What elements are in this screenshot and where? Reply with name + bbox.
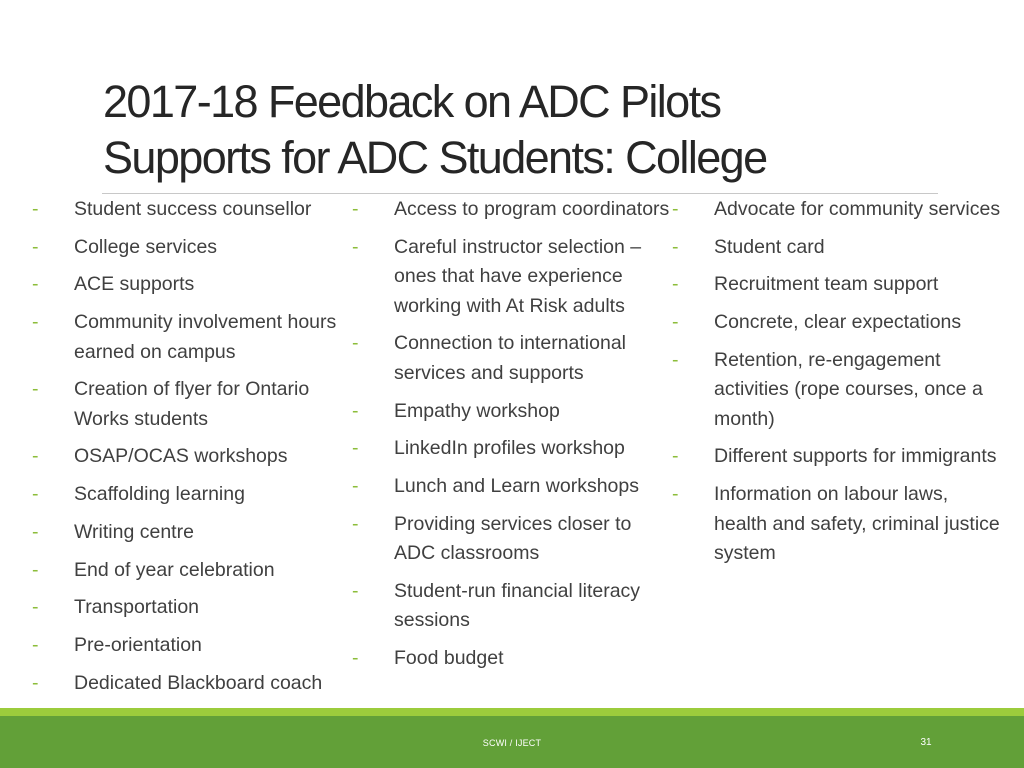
bullet-item bbox=[32, 556, 350, 586]
bullet-text: Connection to international services and supports bbox=[394, 332, 626, 384]
bullet-text: Transportation bbox=[74, 596, 200, 619]
bullet-dash-icon: - bbox=[672, 273, 679, 296]
bullet-item bbox=[352, 472, 670, 502]
bullet-text: Retention, re-engagement activities (rope courses, once a month) bbox=[714, 348, 983, 430]
bullet-item bbox=[32, 270, 350, 300]
bullet-item bbox=[352, 329, 670, 388]
bullet-text: Access to program coordinators bbox=[394, 198, 670, 220]
bullet-item bbox=[672, 308, 1002, 338]
bullet-dash-icon: - bbox=[32, 483, 39, 506]
bullet-text: Student card bbox=[714, 235, 825, 258]
bullet-item bbox=[352, 195, 670, 225]
bullet-item bbox=[352, 644, 670, 674]
bullet-text: Dedicated Blackboard coach bbox=[74, 671, 323, 694]
bullet-text: Providing services closer to ADC classrooms bbox=[394, 512, 632, 565]
bullet-dash-icon: - bbox=[672, 445, 679, 468]
bullet-text: End of year celebration bbox=[74, 558, 275, 581]
bullet-dash-icon: - bbox=[32, 311, 39, 334]
footer-accent-stripe bbox=[0, 708, 1024, 716]
bullet-dash-icon: - bbox=[32, 445, 39, 468]
bullet-text: Scaffolding learning bbox=[74, 483, 245, 506]
page-number: 31 bbox=[920, 737, 932, 748]
bullet-text: Creation of flyer for Ontario Works students bbox=[74, 378, 310, 430]
bullet-item bbox=[352, 577, 670, 636]
bullet-item bbox=[672, 346, 1002, 435]
bullet-item bbox=[352, 434, 670, 464]
bullet-item bbox=[672, 233, 1002, 263]
bullet-dash-icon: - bbox=[352, 474, 359, 497]
bullet-dash-icon: - bbox=[32, 198, 39, 220]
bullet-dash-icon: - bbox=[32, 520, 39, 543]
bullet-text: Lunch and Learn workshops bbox=[394, 474, 639, 497]
title-divider bbox=[102, 193, 938, 194]
bullet-dash-icon: - bbox=[672, 483, 679, 506]
bullet-dash-icon: - bbox=[32, 596, 39, 619]
bullet-text: Writing centre bbox=[74, 520, 194, 543]
bullet-text: Information on labour laws, health and safety, criminal justice system bbox=[714, 483, 1000, 565]
bullet-dash-icon: - bbox=[352, 198, 359, 220]
bullet-text: Recruitment team support bbox=[714, 273, 939, 296]
bullet-dash-icon: - bbox=[32, 558, 39, 581]
bullet-item bbox=[32, 593, 350, 623]
bullet-item bbox=[32, 480, 350, 510]
bullet-dash-icon: - bbox=[352, 235, 359, 258]
bullet-item bbox=[352, 233, 670, 322]
bullet-dash-icon: - bbox=[672, 198, 679, 220]
bullet-dash-icon: - bbox=[672, 235, 679, 258]
bullet-text: Careful instructor selection – ones that have experience working with At Risk adults bbox=[394, 235, 642, 317]
bullet-column-2 bbox=[352, 195, 670, 674]
slide-title bbox=[103, 74, 963, 186]
bullet-dash-icon: - bbox=[32, 273, 39, 296]
title-line-1: 2017-18 Feedback on ADC Pilots bbox=[103, 76, 721, 127]
bullet-text: Empathy workshop bbox=[394, 399, 560, 422]
bullet-text: Student-run financial literacy sessions bbox=[394, 579, 641, 632]
bullet-text: OSAP/OCAS workshops bbox=[74, 445, 288, 468]
bullet-text: Community involvement hours earned on campus bbox=[74, 311, 337, 363]
bullet-text: College services bbox=[74, 235, 218, 258]
bullet-text: Advocate for community services bbox=[714, 198, 1001, 220]
bullet-dash-icon: - bbox=[352, 512, 359, 535]
bullet-text: Food budget bbox=[394, 647, 504, 669]
bullet-text: Different supports for immigrants bbox=[714, 445, 997, 468]
bullet-item bbox=[672, 195, 1002, 225]
bullet-item bbox=[672, 480, 1002, 569]
bullet-dash-icon: - bbox=[32, 378, 39, 401]
bullet-dash-icon: - bbox=[352, 332, 359, 355]
bullet-dash-icon: - bbox=[32, 633, 39, 656]
bullet-item bbox=[32, 631, 350, 661]
bullet-dash-icon: - bbox=[672, 311, 679, 334]
bullet-item bbox=[672, 442, 1002, 472]
title-line-2: Supports for ADC Students: College bbox=[103, 132, 767, 183]
bullet-text: LinkedIn profiles workshop bbox=[394, 437, 625, 460]
bullet-item bbox=[32, 518, 350, 548]
bullet-item bbox=[32, 442, 350, 472]
bullet-column-3 bbox=[672, 195, 1002, 569]
bullet-text: Concrete, clear expectations bbox=[714, 311, 962, 334]
bullet-item bbox=[32, 233, 350, 263]
bullet-text: Student success counsellor bbox=[74, 198, 312, 220]
bullet-item bbox=[352, 510, 670, 569]
bullet-dash-icon: - bbox=[352, 579, 359, 602]
bullet-dash-icon: - bbox=[352, 399, 359, 422]
bullet-item bbox=[32, 308, 350, 367]
bullet-dash-icon: - bbox=[672, 348, 679, 371]
bullet-dash-icon: - bbox=[32, 671, 39, 694]
bullet-item bbox=[672, 270, 1002, 300]
bullet-text: Pre-orientation bbox=[74, 633, 202, 656]
footer-text: SCWI / IJECT bbox=[482, 738, 542, 748]
bullet-item bbox=[352, 397, 670, 427]
bullet-item bbox=[32, 195, 350, 225]
bullet-column-1 bbox=[32, 195, 350, 698]
bullet-dash-icon: - bbox=[32, 235, 39, 258]
bullet-text: ACE supports bbox=[74, 273, 195, 296]
bullet-dash-icon: - bbox=[352, 647, 359, 669]
bullet-dash-icon: - bbox=[352, 437, 359, 460]
bullet-item bbox=[32, 669, 350, 699]
bullet-item bbox=[32, 375, 350, 434]
